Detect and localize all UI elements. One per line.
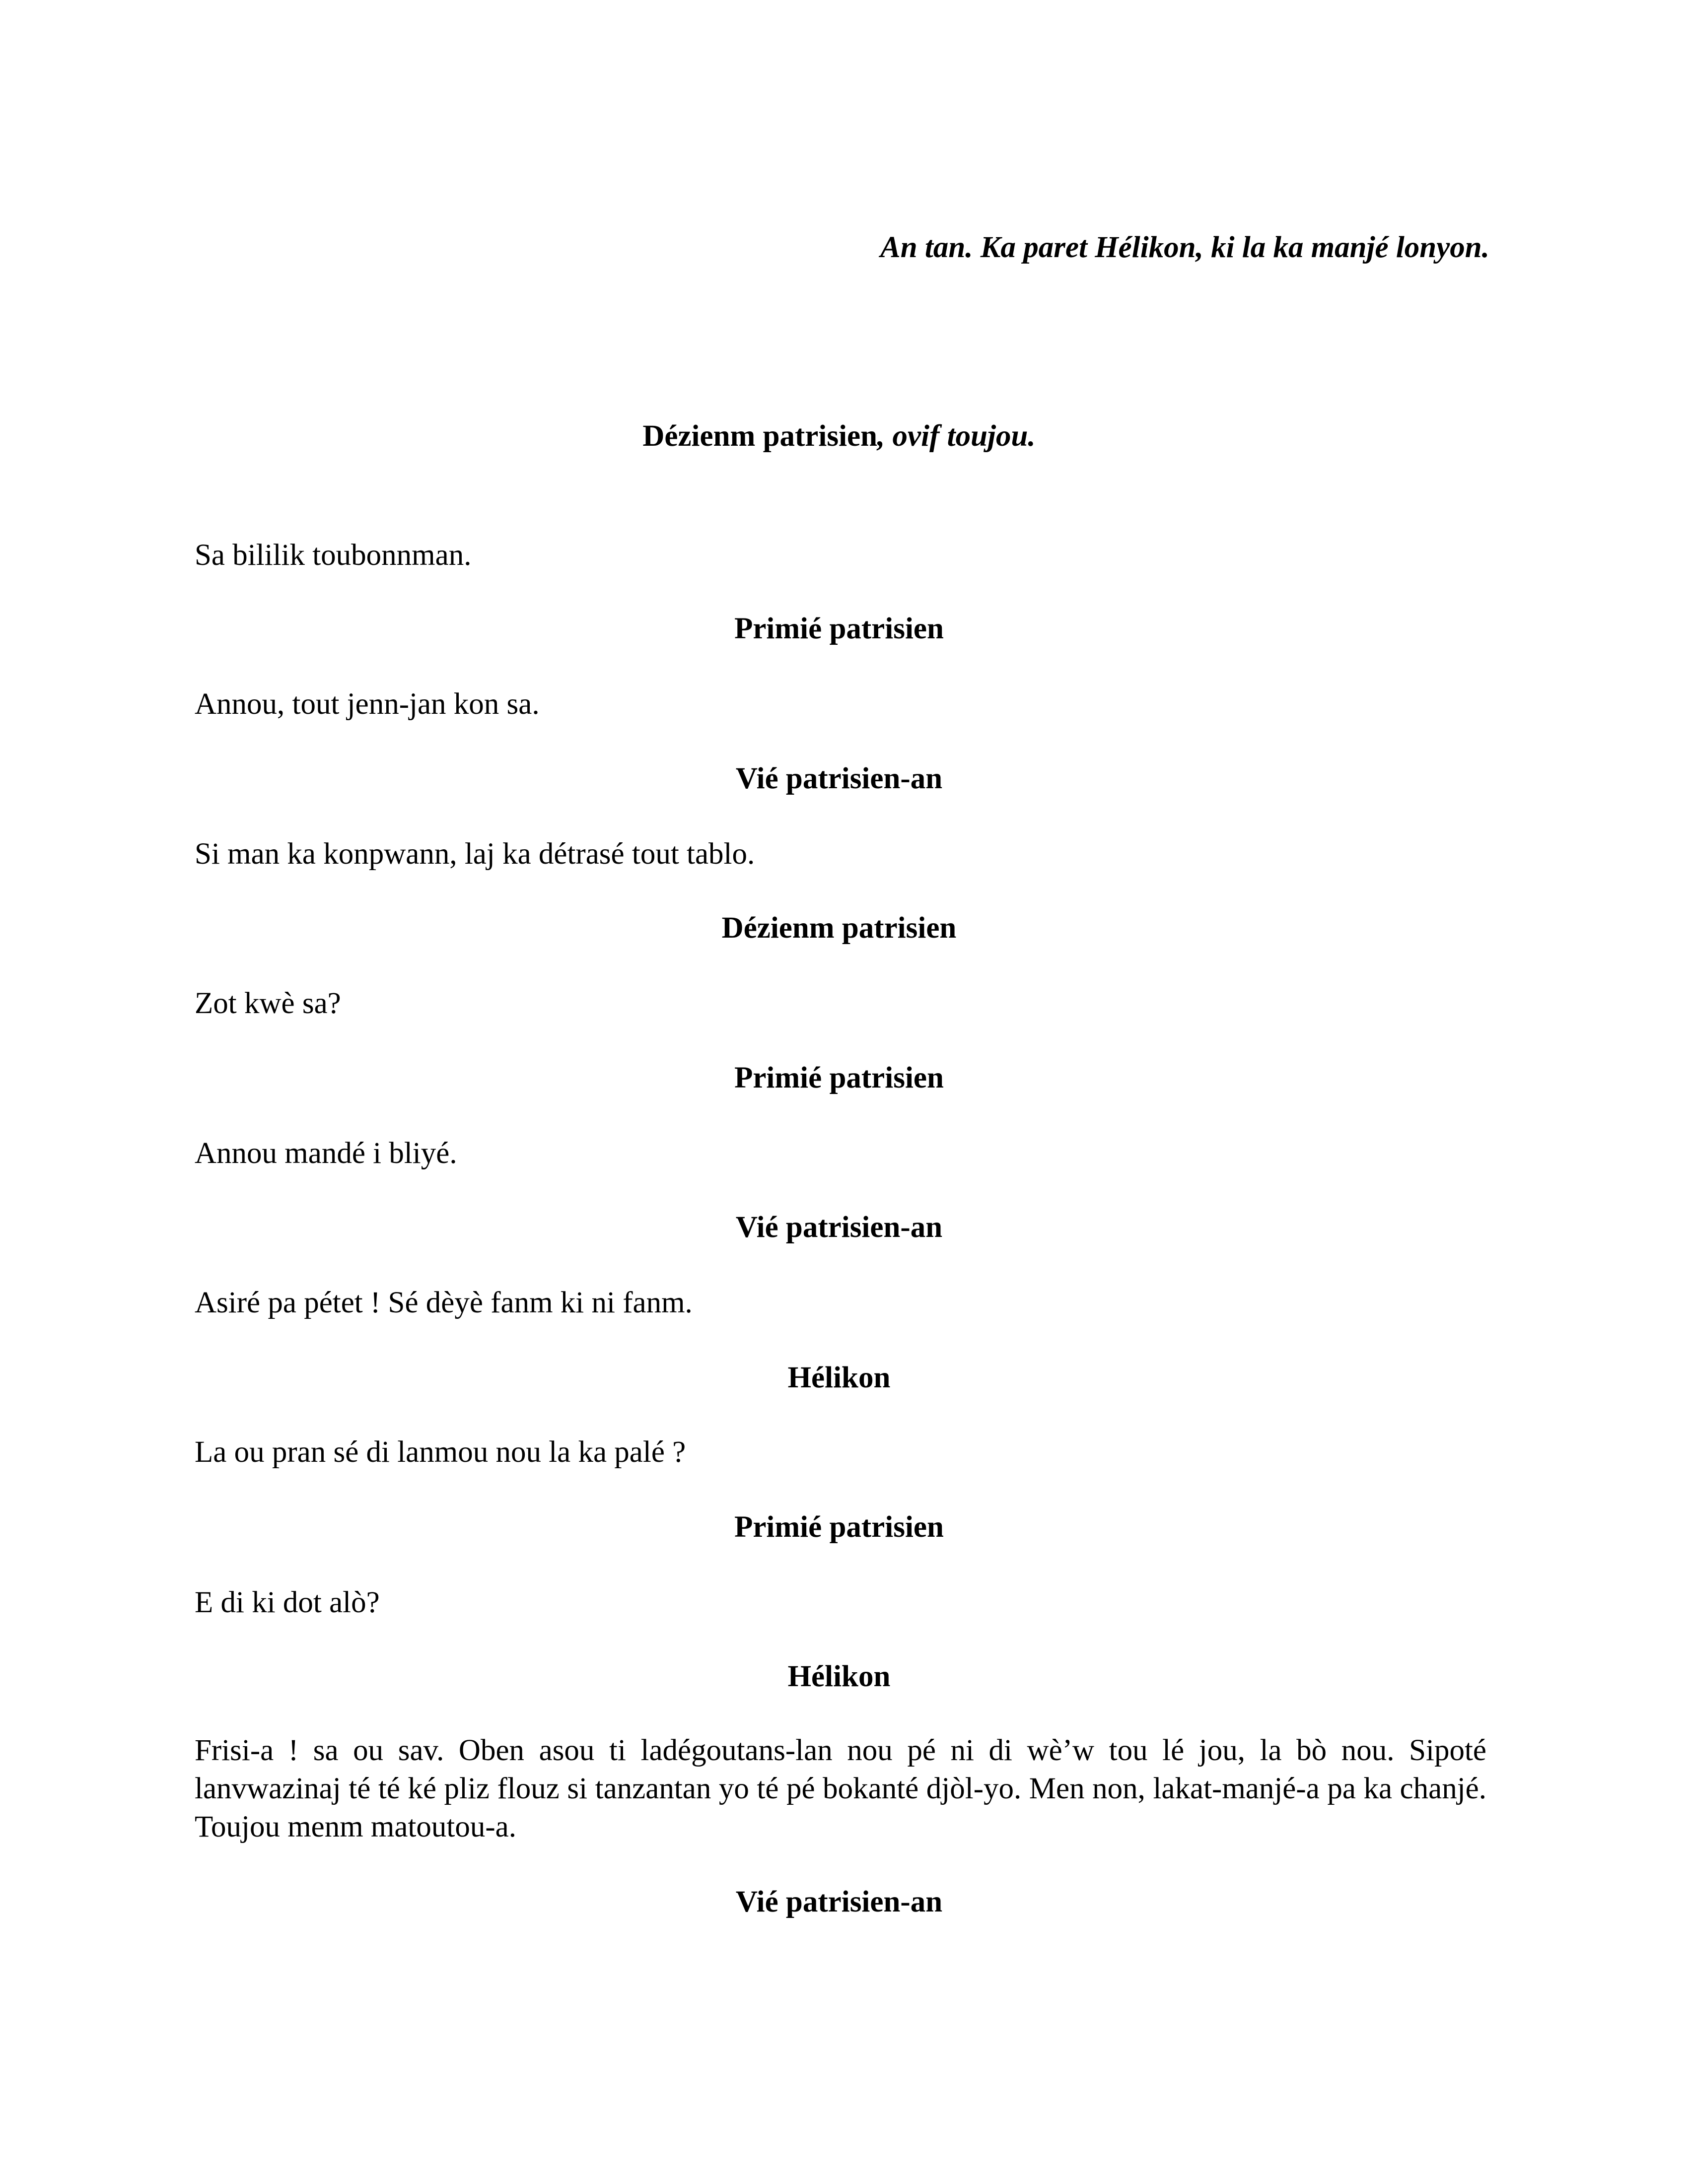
speaker-heading: Vié patrisien-an — [735, 762, 943, 795]
dialogue-line: Si man ka konpwann, laj ka détrasé tout tablo. — [195, 837, 755, 871]
dialogue-line: Sa bililik toubonnman. — [195, 539, 472, 572]
speaker-heading: Primié patrisien — [734, 612, 944, 645]
speaker-heading — [194, 418, 1484, 454]
speaker-name: Dézienm patrisien — [642, 419, 878, 453]
speaker-heading: Vié patrisien-an — [735, 1211, 943, 1244]
speaker-heading: Primié patrisien — [734, 1061, 944, 1094]
dialogue-line: Annou mandé i bliyé. — [195, 1137, 457, 1170]
dialogue-paragraph: Frisi-a ! sa ou sav. Oben asou ti ladégoutans-lan nou pé ni di wè’w tou lé jou, la bò nou. Sipoté lanvwazinaj té té ké pliz flouz si tanzantan yo té pé bokanté djòl-yo. Men non, lakat-manjé-a pa ka chanjé. Toujou menm matoutou-a. — [195, 1734, 1486, 1843]
speaker-heading: Dézienm patrisien — [721, 911, 957, 945]
dialogue-line: Asiré pa pétet ! Sé dèyè fanm ki ni fanm. — [195, 1286, 693, 1319]
speaker-heading: Vié patrisien-an — [735, 1885, 943, 1918]
speaker-heading: Hélikon — [787, 1660, 891, 1693]
speaker-stage-note: , ovif toujou. — [877, 419, 1036, 453]
speaker-heading: Primié patrisien — [734, 1510, 944, 1544]
dialogue-line: Zot kwè sa? — [195, 987, 341, 1020]
speaker-heading: Hélikon — [787, 1361, 891, 1394]
opening-stage-direction: An tan. Ka paret Hélikon, ki la ka manjé lonyon. — [880, 231, 1489, 264]
dialogue-line: La ou pran sé di lanmou nou la ka palé ? — [195, 1435, 686, 1469]
dialogue-line: Annou, tout jenn-jan kon sa. — [195, 687, 540, 721]
dialogue-line: E di ki dot alò? — [195, 1586, 380, 1619]
